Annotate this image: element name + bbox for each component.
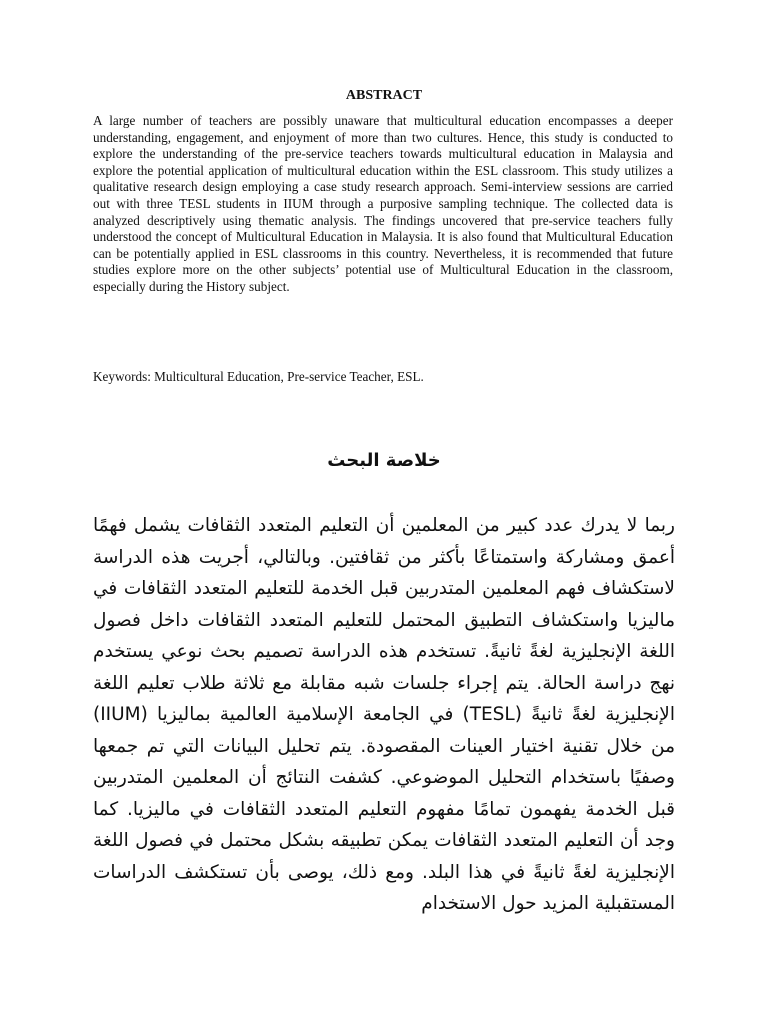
abstract-paragraph: A large number of teachers are possibly unaware that multicultural education encompasses a deeper understanding, engagement, and enjoyment of more than two cultures. Hence, this study is conducted to explore the understanding of the pre-service teachers towards multicultural education in Malaysia and explore the potential application of multicultural education within the ESL classroom. This study utilizes a qualitative research design employing a case study research approach. Semi-interview sessions are carried out with three TESL students in IIUM through a purposive sampling technique. The collected data is analyzed descriptively using thematic analysis. The findings uncovered that pre-service teachers fully understood the concept of Multicultural Education in Malaysia. It is also found that Multicultural Education can be potentially applied in ESL classrooms in this country. Nevertheless, it is recommended that future studies explore more on the other subjects’ potential use of Multicultural Education in the classroom, especially during the History subject. xyxy=(93,113,673,294)
arabic-abstract-heading: خلاصة البحث xyxy=(327,450,441,471)
arabic-abstract-paragraph: ربما لا يدرك عدد كبير من المعلمين أن التعليم المتعدد الثقافات يشمل فهمًا أعمق ومشاركة واستمتاعًا بأكثر من ثقافتين. وبالتالي، أجريت هذه الدراسة لاستكشاف فهم المعلمين المتدربين قبل الخدمة للتعليم المتعدد الثقافات في ماليزيا واستكشاف التطبيق المحتمل للتعليم المتعدد الثقافات داخل فصول اللغة الإنجليزية لغةً ثانيةً. تستخدم هذه الدراسة تصميم بحث نوعي يستخدم نهج دراسة الحالة. يتم إجراء جلسات شبه مقابلة مع ثلاثة طلاب تعليم اللغة الإنجليزية لغةً ثانيةً (TESL) في الجامعة الإسلامية العالمية بماليزيا (IIUM) من خلال تقنية اختيار العينات المقصودة. يتم تحليل البيانات التي تم جمعها وصفيًا باستخدام التحليل الموضوعي. كشفت النتائج أن المعلمين المتدربين قبل الخدمة يفهمون تمامًا مفهوم التعليم المتعدد الثقافات في ماليزيا. كما وجد أن التعليم المتعدد الثقافات يمكن تطبيقه بشكل محتمل في فصول اللغة الإنجليزية لغةً ثانيةً في هذا البلد. ومع ذلك، يوصى بأن تستكشف الدراسات المستقبلية المزيد حول الاستخدام xyxy=(93,515,675,914)
keywords-line: Keywords: Multicultural Education, Pre-service Teacher, ESL. xyxy=(93,369,424,384)
abstract-heading: ABSTRACT xyxy=(345,88,423,103)
